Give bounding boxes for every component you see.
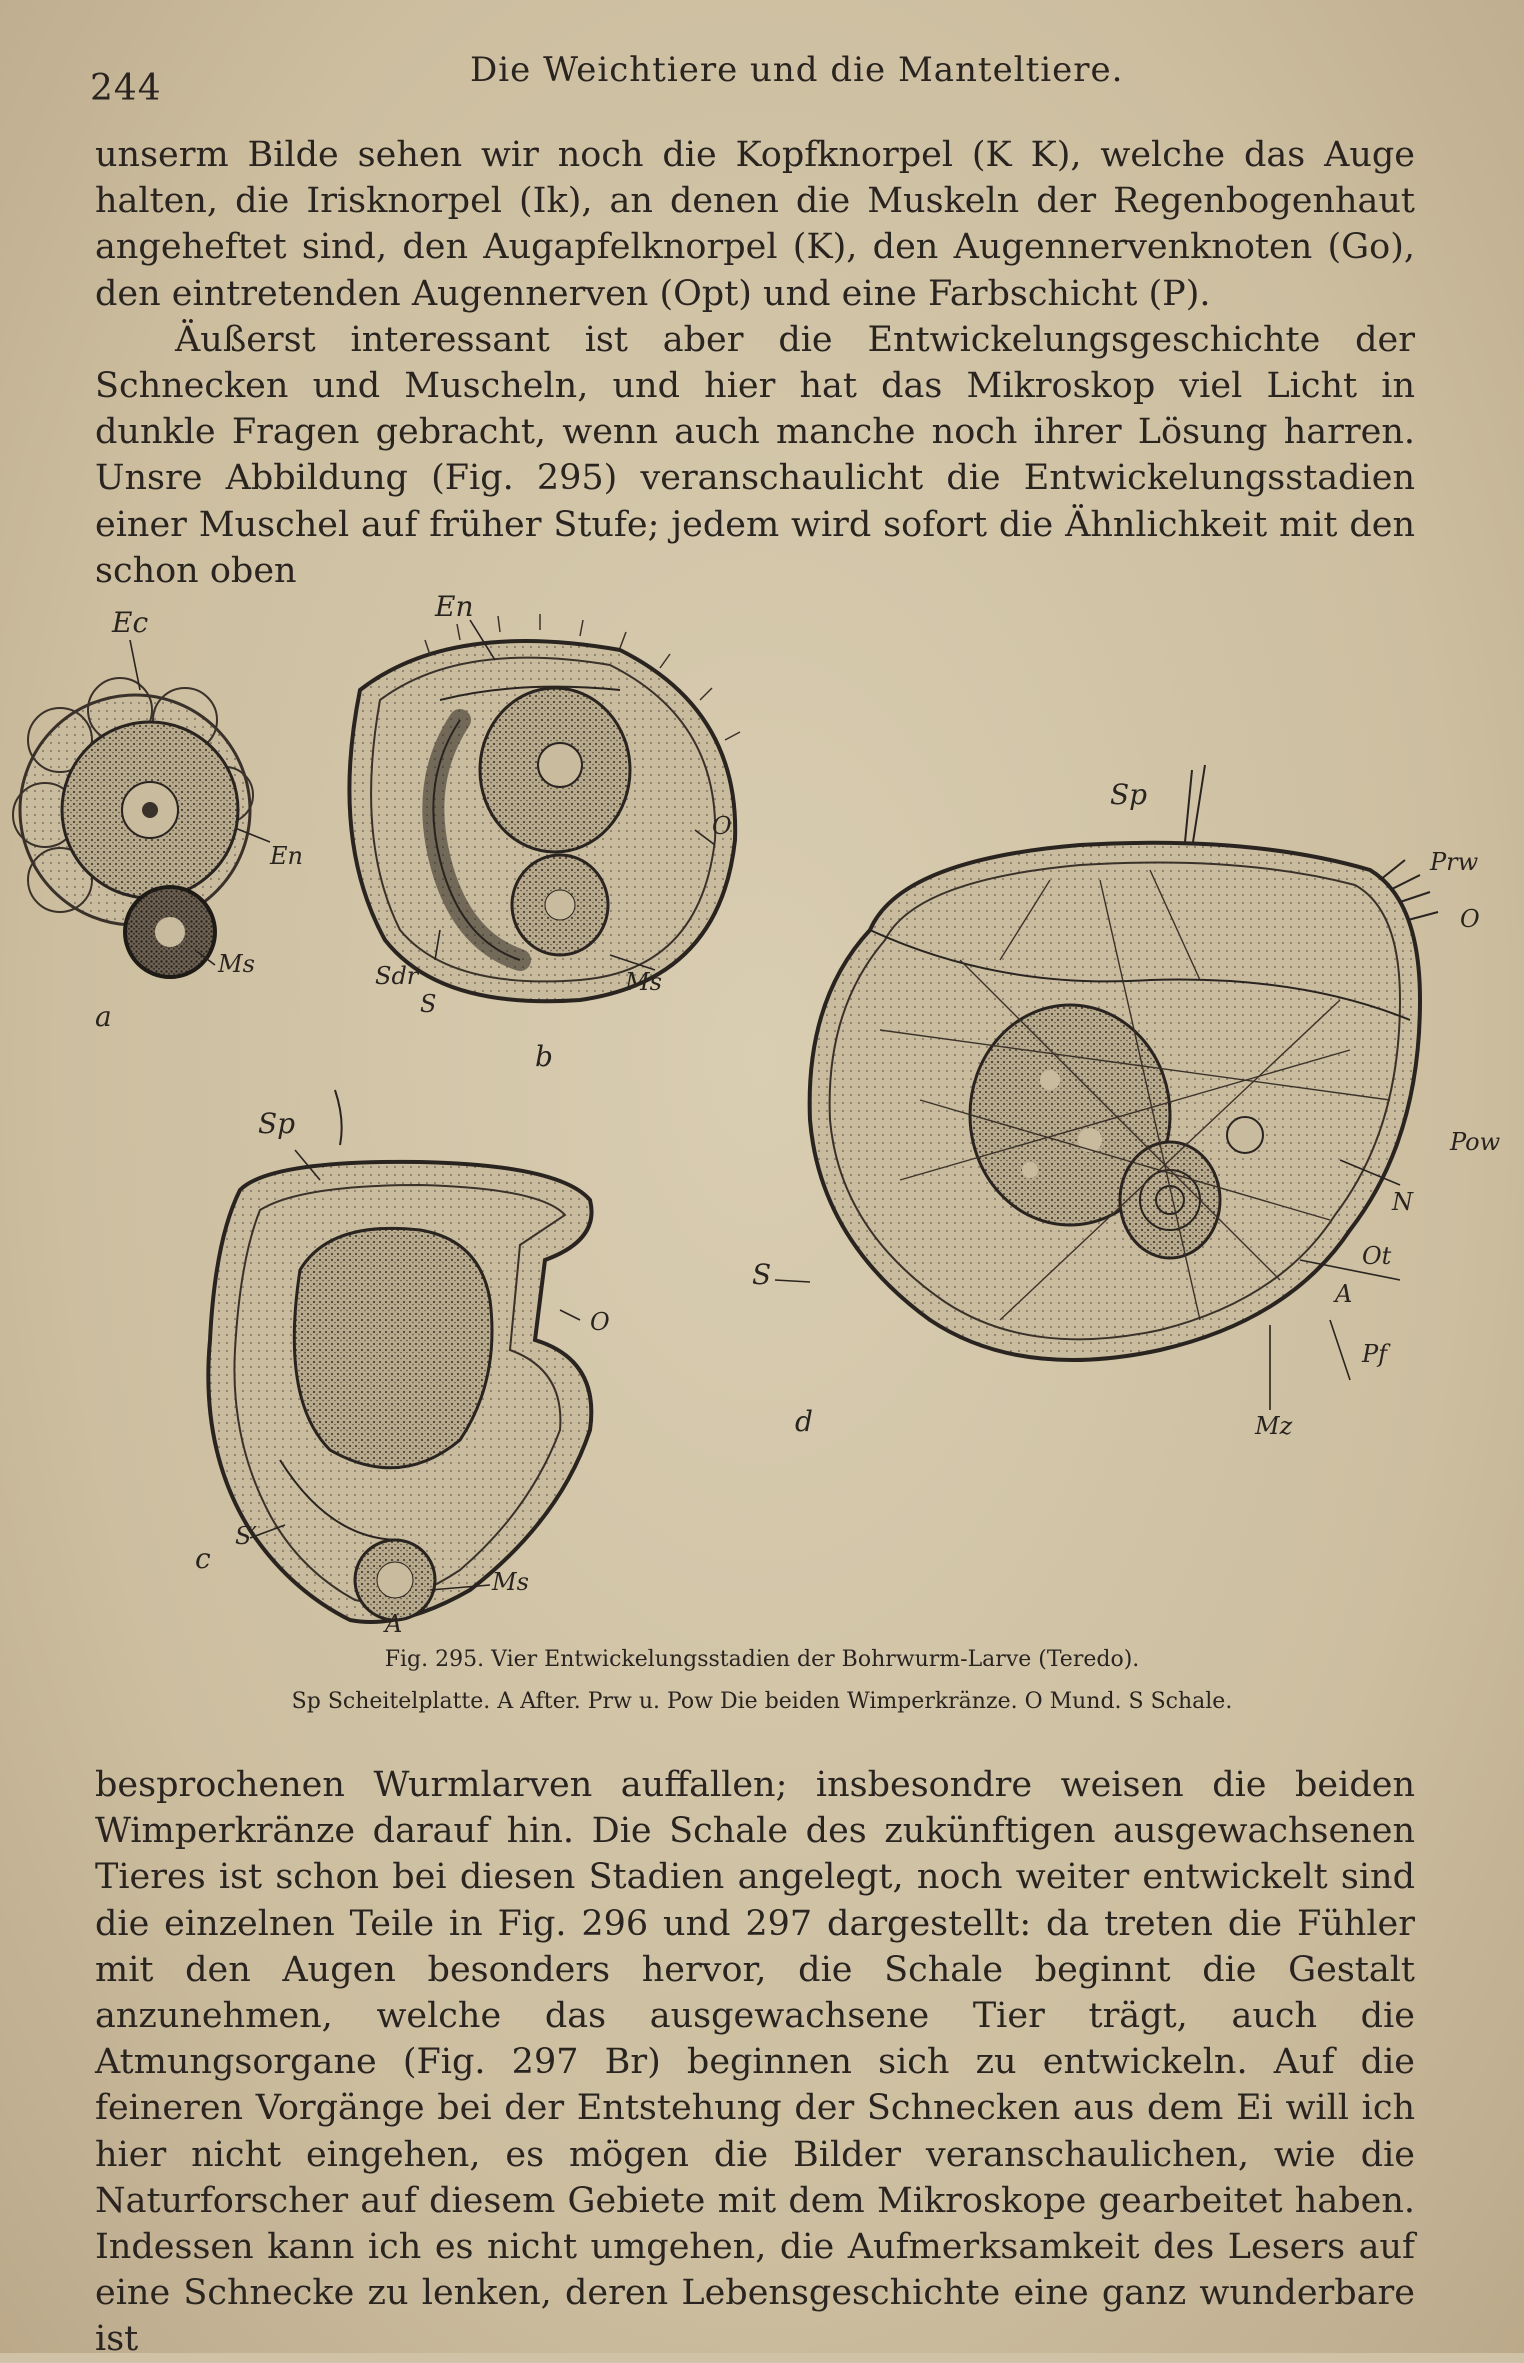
label-a-en: En [270, 842, 303, 870]
label-d-a: A [1335, 1280, 1353, 1308]
label-c-a: A [385, 1610, 403, 1638]
page-header [90, 40, 1420, 110]
label-d-sp: Sp [1110, 778, 1148, 811]
figure-caption-legend: Sp Scheitelplatte. A After. Prw u. Pow Die beiden Wimperkränze. O Mund. S Schale. [291, 1689, 1233, 1714]
label-d-mz: Mz [1255, 1412, 1293, 1440]
label-b-s: S [420, 990, 437, 1018]
stage-c-drawing [208, 1090, 591, 1622]
label-d-pow: Pow [1450, 1128, 1501, 1156]
running-title: Die Weichtiere und die Manteltiere. [470, 50, 1124, 90]
paragraph: besprochenen Wurmlarven auffallen; insbesondre weisen die beiden Wimperkränze darauf hin. Die Schale des zukünftigen ausgewachsenen Tieres ist schon bei diesen Stadien angelegt, noch weiter entwickelt sind die einzelnen Teile in Fig. 296 und 297 dargestellt: da treten die Fühler mit den Augen besonders hervor, die Schale beginnt die Gestalt anzunehmen, welche das ausgewachsene Tier trägt, auch die Atmungsorgane (Fig. 297 Br) beginnen sich zu entwickeln. Auf die feineren Vorgänge bei der Entstehung der Schnecken aus dem Ei will ich hier nicht eingehen, es mögen die Bilder veranschaulichen, wie die Naturforscher auf diesem Gebiete mit dem Mikroskope gearbeitet haben. Indessen kann ich es nicht umgehen, die Aufmerksamkeit des Lesers auf eine Schnecke zu lenken, deren Lebensgeschichte eine ganz wunderbare ist [95, 1765, 1415, 2360]
stage-d-drawing [810, 765, 1438, 1360]
label-c-letter: c [195, 1542, 211, 1575]
label-b-letter: b [535, 1040, 553, 1073]
label-d-n: N [1392, 1188, 1413, 1216]
label-c-sp: Sp [258, 1107, 296, 1140]
label-d-s: S [752, 1258, 772, 1291]
body-text-bottom [95, 1762, 1415, 2363]
larva-illustration [0, 580, 1524, 1640]
label-a-ec: Ec [112, 606, 149, 639]
page-number: 244 [90, 68, 162, 109]
paragraph: Äußerst interessant ist aber die Entwickelungsgeschichte der Schnecken und Muscheln, und hier hat das Mikroskop viel Licht in dunkle Fragen gebracht, wenn auch manche noch ihrer Lösung harren. Unsre Abbildung (Fig. 295) veranschaulicht die Entwickelungsstadien einer Muschel auf früher Stufe; jedem wird sofort die Ähnlichkeit mit den schon oben [95, 319, 1415, 591]
label-b-sdr: Sdr [375, 962, 419, 990]
label-b-en: En [435, 590, 474, 623]
label-c-s: S′ [235, 1522, 257, 1550]
label-c-o: O [590, 1308, 610, 1336]
figure-295 [0, 580, 1524, 1640]
label-d-prw: Prw [1430, 848, 1479, 876]
label-b-o: O [712, 812, 732, 840]
body-text-top [95, 132, 1415, 594]
stage-a-drawing [13, 678, 253, 977]
label-d-ot: Ot [1362, 1242, 1392, 1270]
label-d-pf: Pf [1362, 1340, 1388, 1368]
label-c-ms: Ms [492, 1568, 529, 1596]
label-d-o: O [1460, 905, 1480, 933]
label-b-ms: Ms [625, 968, 662, 996]
label-d-letter: d [795, 1405, 813, 1438]
stage-b-drawing [349, 614, 740, 1001]
figure-caption-title: Fig. 295. Vier Entwickelungsstadien der Bohrwurm-Larve (Teredo). [384, 1647, 1140, 1672]
label-a-letter: a [95, 1000, 112, 1033]
label-a-ms: Ms [218, 950, 255, 978]
paragraph: unserm Bilde sehen wir noch die Kopfknorpel (K K), welche das Auge halten, die Irisknorpel (Ik), an denen die Muskeln der Regenbogenhaut angeheftet sind, den Augapfelknorpel (K), den Augennervenknoten (Go), den eintretenden Augennerven (Opt) und eine Farbschicht (P). [95, 135, 1415, 314]
